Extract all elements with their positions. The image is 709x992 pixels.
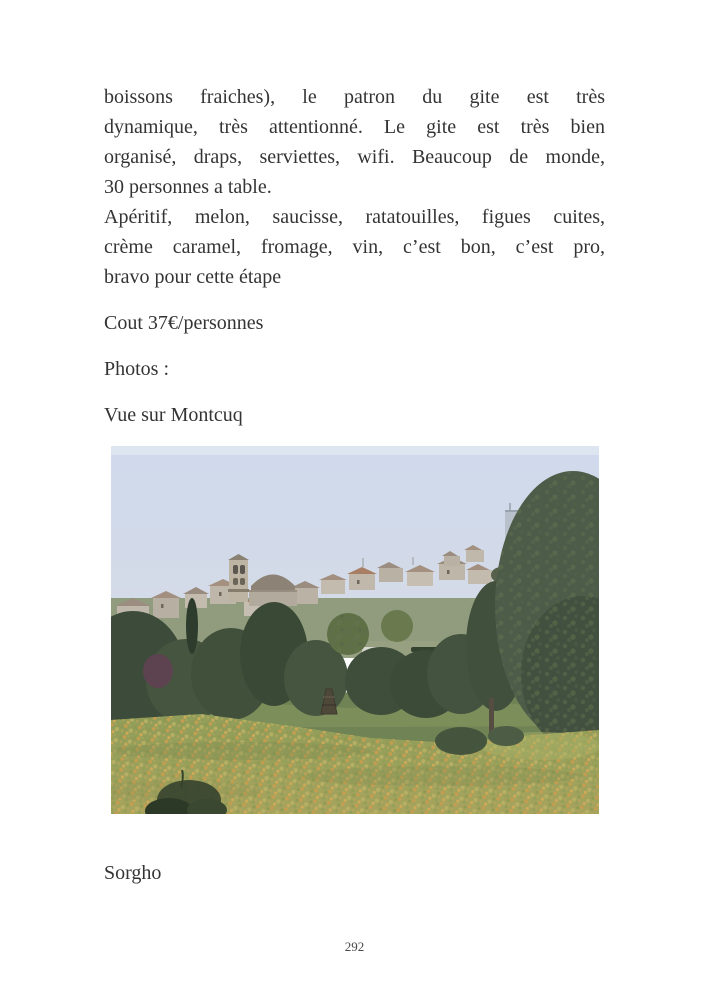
- text-line: Apéritif, melon, saucisse, ratatouilles, figues cuites,: [104, 206, 605, 228]
- text-line: bravo pour cette étape: [104, 266, 282, 288]
- text-line: crème caramel, fromage, vin, c’est bon, c’est pro,: [104, 236, 605, 258]
- paragraph-dinner-menu: [104, 202, 605, 292]
- cost-line: Cout 37€/personnes: [104, 312, 264, 334]
- photos-label: Photos :: [104, 358, 170, 380]
- sorgho-label: Sorgho: [104, 862, 162, 884]
- paragraph-gite-review: [104, 82, 605, 202]
- bell-tower: [228, 554, 249, 602]
- text-line: 30 personnes a table.: [104, 176, 272, 198]
- text-line: boissons fraiches), le patron du gite est très: [104, 86, 605, 108]
- photo-caption: Vue sur Montcuq: [104, 404, 243, 426]
- montcuq-landscape-illustration: [111, 446, 599, 814]
- page-number: 292: [344, 939, 365, 954]
- montcuq-photo: [111, 446, 599, 814]
- text-line: dynamique, très attentionné. Le gite est très bien: [104, 116, 605, 138]
- text-line: organisé, draps, serviettes, wifi. Beaucoup de monde,: [104, 146, 605, 168]
